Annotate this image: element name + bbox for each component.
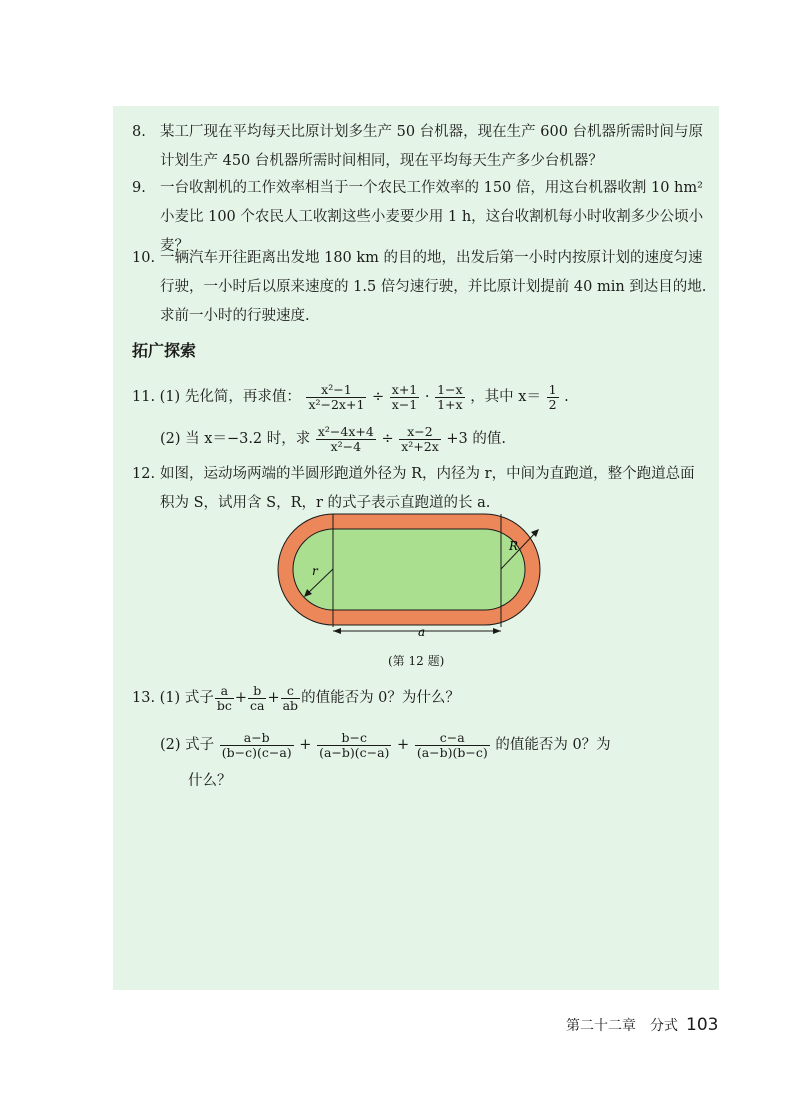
operator: ÷ <box>381 431 394 447</box>
fraction: $\frac{c}{ab}$ <box>282 682 299 713</box>
question-11-part-2 <box>160 422 506 456</box>
part-label: (1) <box>159 389 181 405</box>
operator: · <box>424 389 430 405</box>
fraction: $\frac{b}{ca}$ <box>250 682 265 713</box>
fraction: $\frac{1-x}{1+x}$ <box>437 381 463 412</box>
operator: + <box>234 690 247 706</box>
question-13-part-1 <box>132 681 460 715</box>
part-text: ，其中 x＝ <box>470 389 541 405</box>
label-R: R <box>509 539 519 553</box>
fraction: $\frac{\text{x²−4x+4}}{\text{x²−4}}$ <box>317 423 374 454</box>
question-text: 如图，运动场两端的半圆形跑道外径为 R，内径为 r，中间为直跑道，整个跑道总面积为 S，试用含 S，R，r 的式子表示直跑道的长 a. <box>160 466 695 511</box>
question-8 <box>132 118 707 176</box>
question-11-part-1 <box>132 380 569 414</box>
operator: + <box>267 690 280 706</box>
arrowhead <box>333 628 341 634</box>
question-text: 一辆汽车开往距离出发地 180 km 的目的地，出发后第一小时内按原计划的速度匀速行驶，一小时后以原来速度的 1.5 倍匀速行驶，并比原计划提前 40 min 到达目的地. 求前一小时的行驶速度. <box>160 250 707 324</box>
part-text: . <box>564 389 569 405</box>
fraction: $\frac{1}{2}$ <box>548 381 557 412</box>
part-text: +3 的值. <box>446 431 506 447</box>
question-number: 12. <box>132 466 156 482</box>
fraction: $\frac{x+1}{x-1}$ <box>391 381 418 412</box>
part-label: (1) <box>159 690 181 706</box>
question-10 <box>132 244 707 331</box>
question-text: 某工厂现在平均每天比原计划多生产 50 台机器，现在生产 600 台机器所需时间与原计划生产 450 台机器所需时间相同，现在平均每天生产多少台机器？ <box>160 124 704 169</box>
fraction: $\frac{a-b}{(b-c)(c-a)}$ <box>221 729 292 760</box>
fraction: $\frac{c-a}{(a-b)(b-c)}$ <box>416 729 488 760</box>
operator: + <box>299 737 312 753</box>
fraction: $\frac{x-2}{\text{x²+2x}}$ <box>401 423 439 454</box>
section-title: 拓广探索 <box>132 341 197 360</box>
operator: ÷ <box>372 389 385 405</box>
question-number: 10. <box>132 250 156 266</box>
question-number: 9. <box>132 180 146 196</box>
page-number: 103 <box>686 1015 719 1035</box>
question-number: 8. <box>132 124 146 140</box>
fraction: $\frac{\text{x²−1}}{\text{x²−2x+1}}$ <box>308 381 365 412</box>
label-r: r <box>312 564 318 578</box>
part-label: (2) <box>160 431 181 447</box>
figure-caption: (第 12 题) <box>388 654 445 668</box>
question-number: 11. <box>132 389 156 405</box>
question-13-part-2 <box>160 728 611 762</box>
question-text: 一台收割机的工作效率相当于一个农民工作效率的 150 倍，用这台机器收割 10 hm² 小麦比 100 个农民人工收割这些小麦要少用 1 h，这台收割机每小时收割多少公顷小麦？ <box>160 180 704 254</box>
question-13-part-2-continued <box>188 764 232 798</box>
fraction: $\frac{b-c}{(a-b)(c-a)}$ <box>319 729 390 760</box>
part-text: 先化简，再求值： <box>184 389 301 405</box>
running-track-figure <box>270 505 550 650</box>
part-text: 式子 <box>185 737 215 753</box>
part-text: 的值能否为 0？为什么？ <box>301 690 460 706</box>
field-inner <box>293 529 525 610</box>
operator: + <box>397 737 410 753</box>
part-text: 当 x＝−3.2 时，求 <box>185 431 311 447</box>
part-text: 的值能否为 0？为 <box>495 737 611 753</box>
page-footer <box>566 1015 718 1035</box>
fraction: $\frac{a}{bc}$ <box>216 682 232 713</box>
part-text: 式子 <box>184 690 214 706</box>
part-label: (2) <box>160 737 181 753</box>
part-text: 什么？ <box>188 773 232 789</box>
question-number: 13. <box>132 690 156 706</box>
chapter-title: 第二十二章 分式 <box>566 1018 678 1034</box>
arrowhead <box>493 628 501 634</box>
label-a: a <box>418 625 426 639</box>
